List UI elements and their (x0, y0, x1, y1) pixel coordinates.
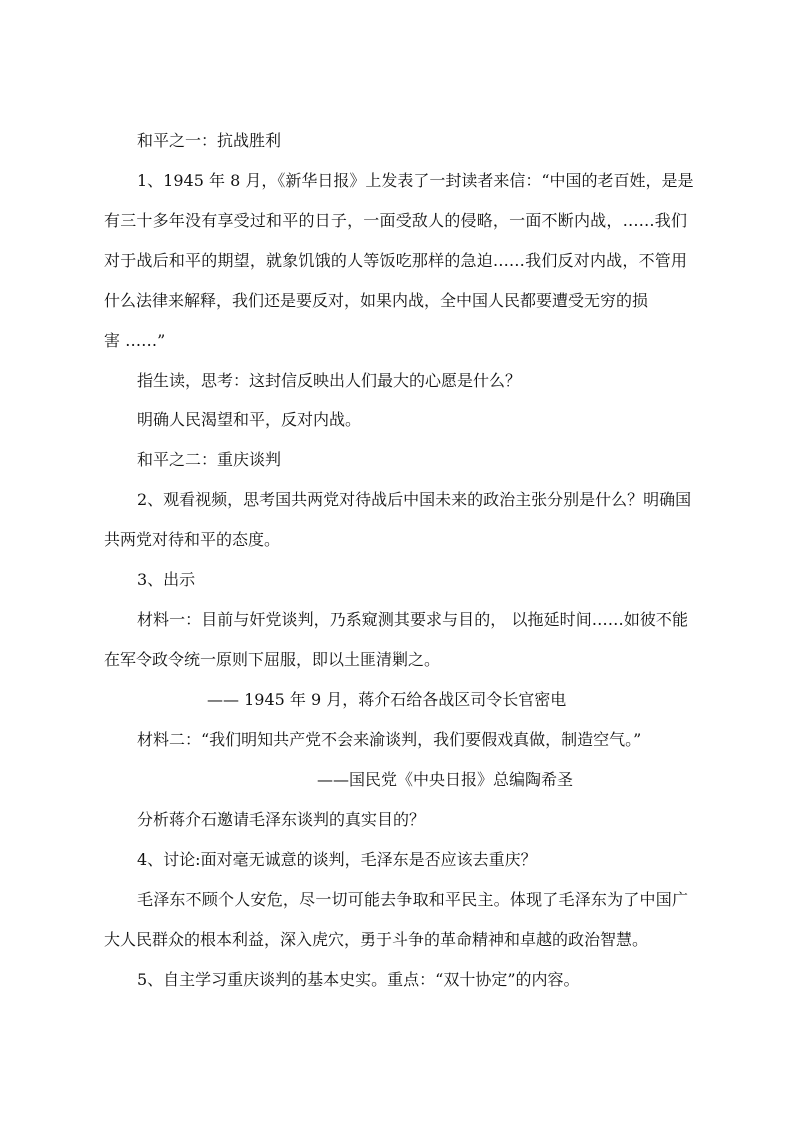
item-4: 4、讨论:面对毫无诚意的谈判，毛泽东是否应该去重庆？ (137, 850, 537, 869)
item-5: 5、自主学习重庆谈判的基本史实。重点：“双十协定”的内容。 (137, 970, 580, 989)
section-heading-1: 和平之一：抗战胜利 (137, 131, 282, 150)
paragraph-2-line-2: 共两党对待和平的态度。 (104, 530, 281, 549)
material-1-line-1: 材料一：目前与奸党谈判，乃系窥测其要求与目的， 以拖延时间……如彼不能 (137, 610, 688, 629)
material-1-source: —— 1945 年 9 月，蒋介石给各战区司令长官密电 (207, 690, 567, 709)
material-1-line-2: 在军令政令统一原则下屈服，即以土匪清剿之。 (104, 650, 441, 669)
section-heading-2: 和平之二：重庆谈判 (137, 450, 282, 469)
answer-1: 明确人民渴望和平，反对内战。 (137, 410, 362, 429)
question-2: 分析蒋介石邀请毛泽东谈判的真实目的？ (137, 810, 426, 829)
answer-4-line-1: 毛泽东不顾个人安危，尽一切可能去争取和平民主。体现了毛泽东为了中国广 (137, 890, 688, 909)
question-1: 指生读，思考：这封信反映出人们最大的心愿是什么？ (137, 371, 522, 390)
paragraph-1-line-3: 对于战后和平的期望，就象饥饿的人等饭吃那样的急迫……我们反对内战，不管用 (104, 251, 687, 270)
answer-4-line-2: 大人民群众的根本利益，深入虎穴，勇于斗争的革命精神和卓越的政治智慧。 (104, 930, 649, 949)
paragraph-1-line-4: 什么法律来解释，我们还是要反对，如果内战，全中国人民都要遭受无穷的损 (104, 291, 649, 310)
material-2: 材料二：“我们明知共产党不会来渝谈判，我们要假戏真做，制造空气。” (137, 730, 642, 749)
paragraph-1-line-1: 1、1945 年 8 月，《新华日报》上发表了一封读者来信：“中国的老百姓，是是 (137, 171, 694, 190)
paragraph-2-line-1: 2、观看视频，思考国共两党对待战后中国未来的政治主张分别是什么？明确国 (137, 490, 692, 509)
paragraph-1-line-5: 害 ……” (104, 331, 166, 350)
material-2-source: ——国民党《中央日报》总编陶希圣 (317, 770, 574, 789)
item-3: 3、出示 (137, 570, 196, 589)
paragraph-1-line-2: 有三十多年没有享受过和平的日子，一面受敌人的侵略，一面不断内战，……我们 (104, 211, 687, 230)
